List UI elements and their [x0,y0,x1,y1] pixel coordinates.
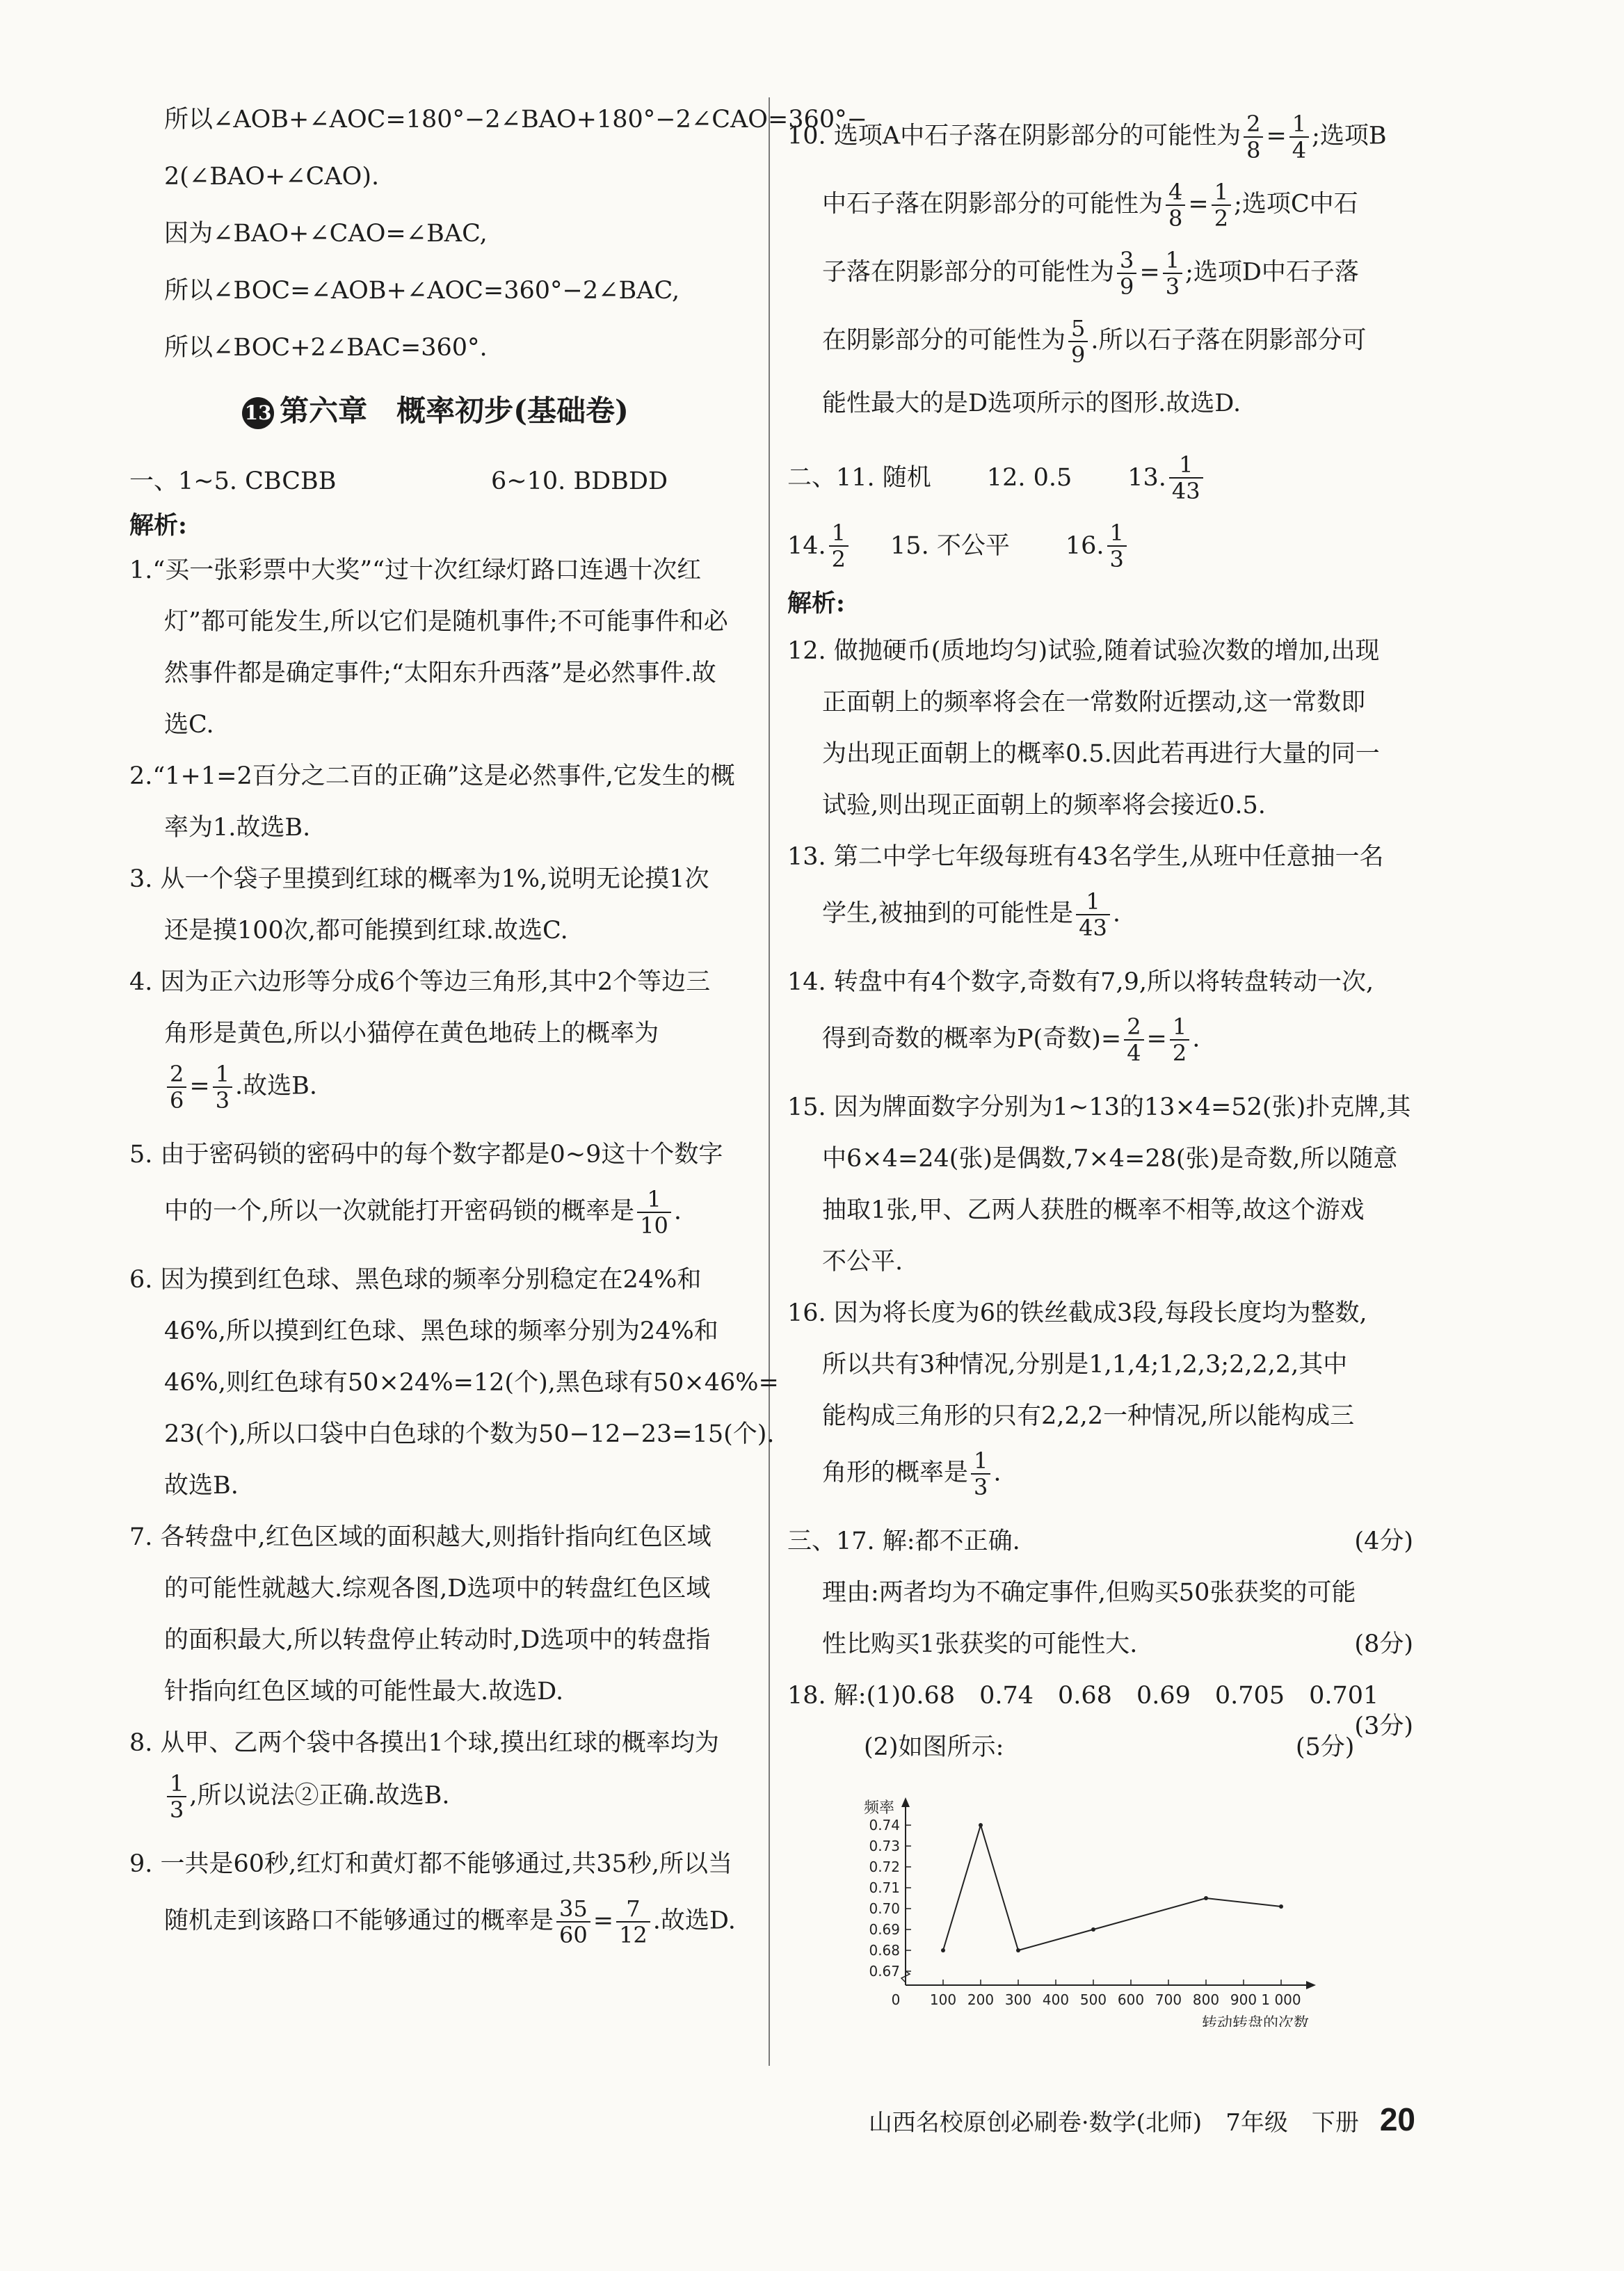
text-line: 随机走到该路口不能够通过的概率是 $\frac{35}{60}$ = $\frac{7}{12}$ .故选D. [164,1895,736,1948]
text-line: 2(∠BAO+∠CAO). [164,163,380,191]
fraction: $\frac{3}{9}$ [1117,248,1136,299]
text-line: 中的一个,所以一次就能打开密码锁的概率是 $\frac{1}{10}$ . [164,1186,682,1239]
text-line: 率为1.故选B. [164,814,311,842]
text-line: 得到奇数的概率为P(奇数)= $\frac{2}{4}$ = $\frac{1}{2}$ . [822,1013,1200,1066]
text-line: 14. 转盘中有4个数字,奇数有7,9,所以将转盘转动一次, [787,968,1374,996]
footer-text: 山西名校原创必刷卷·数学(北师) 7年级 下册 [868,2109,1359,2137]
y-tick-label: 0.68 [869,1942,900,1959]
page-number: 20 [1379,2101,1415,2137]
text-line: 中6×4=24(张)是偶数,7×4=28(张)是奇数,所以随意 [822,1145,1398,1173]
answer-text: 15. 不公平 [890,532,1010,560]
analysis-heading: 解析: [129,511,187,540]
explanation-13 [787,842,1413,940]
text-line: 所以∠AOB+∠AOC=180°−2∠BAO+180°−2∠CAO=360°− [164,106,867,134]
text-line: 角形的概率是 $\frac{1}{3}$ . [822,1447,1002,1500]
explanation-12 [787,636,1413,821]
text-line: 46%,所以摸到红色球、黑色球的频率分别为24%和 [164,1317,718,1345]
data-point [1279,1904,1283,1909]
text-line: 15. 因为牌面数字分别为1~13的13×4=52(张)扑克牌,其 [787,1093,1411,1121]
section-title-text: 第六章 概率初步(基础卷) [280,394,629,428]
text-line: 46%,则红色球有50×24%=12(个),黑色球有50×46%= [164,1369,779,1397]
text-line: 7. 各转盘中,红色区域的面积越大,则指针指向红色区域 [129,1523,711,1551]
text-line: 的面积最大,所以转盘停止转动时,D选项中的转盘指 [164,1626,711,1654]
text-line: 还是摸100次,都可能摸到红球.故选C. [164,917,568,945]
answer-text: 16. [1065,532,1104,560]
text-line: 性比购买1张获奖的可能性大. (8分) [822,1630,1413,1658]
text-line: 正面朝上的频率将会在一常数附近摆动,这一常数即 [822,689,1366,716]
text-line: 4. 因为正六边形等分成6个等边三角形,其中2个等边三 [129,968,711,996]
answer-text: 6~10. BDBDD [491,467,668,495]
text-line: 中石子落在阴影部分的可能性为 $\frac{4}{8}$ = $\frac{1}{2}$ ;选项C中石 [822,179,1358,232]
text-line: 9. 一共是60秒,红灯和黄灯都不能够通过,共35秒,所以当 [129,1850,732,1878]
x-tick-label: 100 [929,1991,957,2008]
x-tick-label: 800 [1192,1991,1220,2008]
y-tick-label: 0.74 [869,1817,900,1833]
text-line: (2)如图所示: (5分) [864,1733,1355,1761]
section-number-badge: 13 [242,397,274,429]
answer-text: 12. 0.5 [986,464,1072,492]
fraction: $\frac{2}{4}$ [1124,1014,1143,1066]
data-point [979,1823,983,1827]
text-line: 为出现正面朝上的概率0.5.因此若再进行大量的同一 [822,740,1380,768]
text-line: 学生,被抽到的可能性是 $\frac{1}{43}$ . [822,888,1120,941]
text-line: 选C. [164,711,214,739]
fraction: $\frac{1}{3}$ [213,1061,232,1113]
fraction: $\frac{2}{6}$ [167,1061,186,1113]
y-tick-label: 0.72 [869,1859,900,1875]
fraction: $\frac{1}{2}$ [829,520,849,572]
text-line: $\frac{1}{3}$ ,所以说法②正确.故选B. [129,1771,741,1822]
text-line: 因为∠BAO+∠CAO=∠BAC, [164,220,488,248]
x-tick-label: 0 [891,1991,901,2008]
text-line: 6. 因为摸到红色球、黑色球的频率分别稳定在24%和 [129,1266,702,1294]
section-title [129,388,741,430]
answer-text: 一、1~5. CBCBB [129,467,337,495]
fraction: $\frac{1}{4}$ [1289,111,1309,163]
explanation-4 [129,967,741,1113]
fraction: $\frac{1}{43}$ [1076,889,1110,940]
text-line: 在阴影部分的可能性为 $\frac{5}{9}$ .所以石子落在阴影部分可 [822,315,1367,368]
text-line: 所以∠BOC+2∠BAC=360°. [164,334,488,362]
fraction: $\frac{4}{8}$ [1166,179,1185,231]
data-point [941,1948,945,1952]
chart-svg [843,1776,1372,2027]
text-line: 子落在阴影部分的可能性为 $\frac{3}{9}$ = $\frac{1}{3}$ ;选项D中石子落 [822,247,1359,300]
text-line: 23(个),所以口袋中白色球的个数为50−12−23=15(个). [164,1420,775,1448]
fraction: $\frac{1}{3}$ [971,1448,990,1500]
data-point [1016,1948,1020,1952]
text-line: 5. 由于密码锁的密码中的每个数字都是0~9这十个数字 [129,1141,723,1169]
explanation-9 [129,1849,741,1948]
fraction: $\frac{5}{9}$ [1068,316,1088,367]
explanation-14 [787,967,1413,1066]
text-line: 能性最大的是D选项所示的图形.故选D. [822,390,1241,417]
solution-18 [787,1680,1413,1763]
solution-17 [787,1526,1413,1660]
y-tick-label: 0.67 [869,1963,900,1980]
x-tick-label: 700 [1155,1991,1182,2008]
explanation-3 [129,864,741,946]
text-line: 所以共有3种情况,分别是1,1,4;1,2,3;2,2,2,其中 [822,1351,1348,1379]
text-line: 8. 从甲、乙两个袋中各摸出1个球,摸出红球的概率均为 [129,1729,719,1757]
fraction: $\frac{1}{3}$ [1107,520,1127,572]
answer-text: 14. [787,532,826,560]
explanation-16 [787,1298,1413,1500]
frequency-chart [843,1776,1413,2030]
text-line: 针指向红色区域的可能性最大.故选D. [164,1678,564,1706]
y-tick-label: 0.70 [869,1900,900,1917]
y-axis-arrow [901,1797,910,1807]
fraction: $\frac{1}{10}$ [637,1187,671,1238]
text-line: $\frac{2}{6}$ = $\frac{1}{3}$ .故选B. [129,1061,741,1113]
x-tick-label: 400 [1042,1991,1070,2008]
x-tick-label: 1 000 [1261,1991,1301,2008]
score-mark: (8分) [1354,1630,1413,1658]
text-line: 试验,则出现正面朝上的频率将会接近0.5. [822,792,1266,819]
fraction: $\frac{2}{8}$ [1244,111,1263,163]
column-divider [769,97,770,2066]
explanation-8 [129,1728,741,1822]
text-line: 灯”都可能发生,所以它们是随机事件;不可能事件和必 [164,608,728,636]
answer-row-2 [787,452,1413,504]
answer-row-3 [787,520,1413,572]
score-mark: (3分) [1354,1712,1413,1740]
text-line: 13. 第二中学七年级每班有43名学生,从班中任意抽一名 [787,843,1384,871]
fraction: $\frac{1}{3}$ [1163,248,1182,299]
y-tick-label: 0.71 [869,1879,900,1896]
page-footer [869,2101,1415,2138]
x-tick-label: 600 [1117,1991,1145,2008]
text-line: 16. 因为将长度为6的铁丝截成3段,每段长度均为整数, [787,1299,1367,1327]
fraction: $\frac{7}{12}$ [616,1896,650,1948]
x-tick-label: 300 [1004,1991,1032,2008]
y-axis-label: 频率 [864,1799,895,1817]
score-mark: (4分) [1354,1527,1413,1555]
explanation-6 [129,1265,779,1501]
fraction: $\frac{1}{43}$ [1169,452,1203,504]
analysis-heading: 解析: [787,589,845,618]
text-line: 18. 解:(1)0.68 0.74 0.68 0.69 0.705 0.701 (3分) [787,1682,1413,1740]
text-line: 然事件都是确定事件;“太阳东升西落”是必然事件.故 [164,659,716,687]
text-line: 3. 从一个袋子里摸到红球的概率为1%,说明无论摸1次 [129,865,709,893]
explanation-1 [129,555,741,740]
fraction: $\frac{35}{60}$ [556,1896,590,1948]
x-axis-arrow [1306,1981,1316,1989]
text-line: 三、17. 解:都不正确. (4分) [787,1527,1413,1555]
y-tick-label: 0.69 [869,1921,900,1938]
text-line: 2.“1+1=2百分之二百的正确”这是必然事件,它发生的概 [129,762,735,790]
text-line: 的可能性就越大.综观各图,D选项中的转盘红色区域 [164,1575,711,1603]
score-mark: (5分) [1295,1733,1355,1761]
explanation-5 [129,1139,741,1238]
fraction: $\frac{1}{3}$ [167,1771,186,1822]
answer-text: 13. [1127,464,1166,492]
text-line: 能构成三角形的只有2,2,2一种情况,所以能构成三 [822,1402,1355,1430]
fraction: $\frac{1}{2}$ [1212,179,1231,231]
data-point [1204,1896,1208,1900]
right-column [787,111,1413,2030]
x-tick-label: 900 [1230,1991,1257,2008]
text-line: 所以∠BOC=∠AOB+∠AOC=360°−2∠BAC, [164,277,680,305]
x-axis-label: 转动转盘的次数 [1201,2015,1309,2027]
answer-text: 二、11. 随机 [787,464,931,492]
explanation-10 [787,111,1413,419]
explanation-2 [129,761,741,843]
x-tick-label: 200 [967,1991,995,2008]
text-line: 12. 做抛硬币(质地均匀)试验,随着试验次数的增加,出现 [787,637,1380,665]
text-line: 理由:两者均为不确定事件,但购买50张获奖的可能 [822,1579,1356,1607]
text-line: 不公平. [822,1248,903,1276]
text-line: 抽取1张,甲、乙两人获胜的概率不相等,故这个游戏 [822,1196,1365,1224]
fraction: $\frac{1}{2}$ [1170,1014,1189,1066]
x-tick-label: 500 [1079,1991,1107,2008]
y-tick-label: 0.73 [869,1838,900,1854]
text-line: 角形是黄色,所以小猫停在黄色地砖上的概率为 [164,1020,659,1048]
data-point [1091,1927,1095,1932]
explanation-15 [787,1092,1413,1277]
series-line [943,1825,1281,1950]
explanation-7 [129,1522,741,1707]
text-line: 1.“买一张彩票中大奖”“过十次红绿灯路口连遇十次红 [129,556,702,584]
answer-row-1 [129,466,741,497]
text-line: 故选B. [164,1472,239,1500]
text-line: 10. 选项A中石子落在阴影部分的可能性为 $\frac{2}{8}$ = $\frac{1}{4}$ ;选项B [787,111,1387,163]
